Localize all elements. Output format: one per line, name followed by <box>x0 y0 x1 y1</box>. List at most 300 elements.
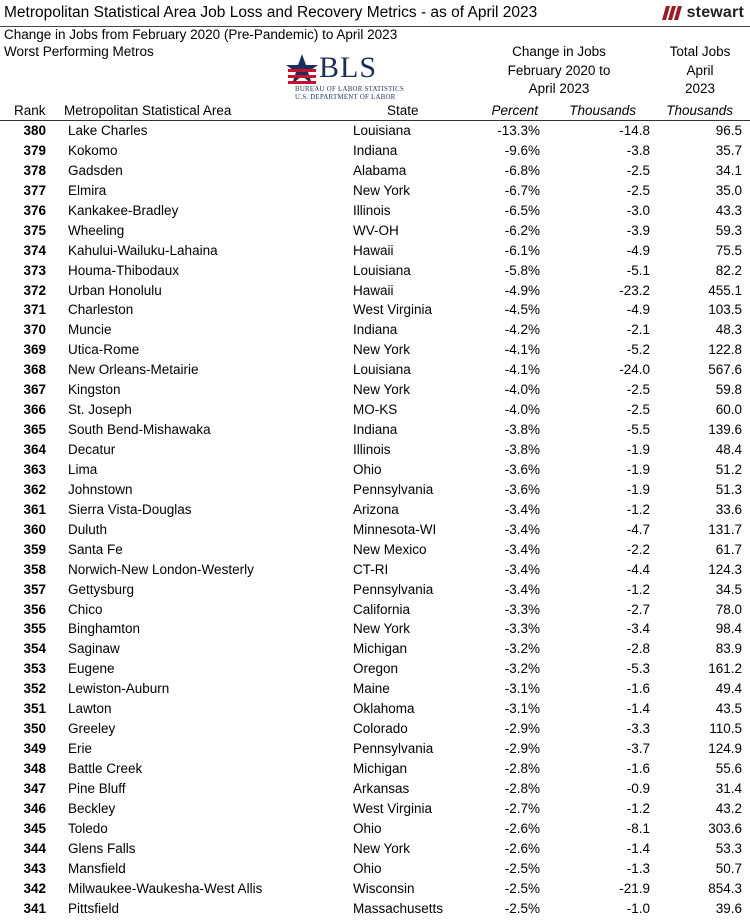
rank-cell: 373 <box>23 262 46 278</box>
rank-cell: 341 <box>23 900 46 916</box>
thousands-change-cell: -5.2 <box>626 342 650 358</box>
percent-change-cell: -2.5% <box>504 900 540 916</box>
rank-cell: 379 <box>23 142 46 158</box>
column-header-metro: Metropolitan Statistical Area <box>64 103 232 118</box>
percent-change-cell: -3.4% <box>504 541 540 557</box>
change-header-line3: April 2023 <box>528 81 590 96</box>
state-cell: Pennsylvania <box>353 741 434 757</box>
metro-cell: Saginaw <box>68 641 120 657</box>
metro-cell: Sierra Vista-Douglas <box>68 501 192 517</box>
metro-cell: Pine Bluff <box>68 780 126 796</box>
total-jobs-cell: 55.6 <box>715 761 742 776</box>
thousands-change-cell: -1.2 <box>626 581 650 597</box>
rank-cell: 361 <box>23 501 46 517</box>
metro-cell: Kahului-Wailuku-Lahaina <box>68 242 218 258</box>
table-row <box>0 460 750 480</box>
thousands-change-cell: -1.6 <box>626 681 650 697</box>
percent-change-cell: -2.5% <box>504 880 540 896</box>
percent-change-cell: -6.7% <box>504 182 540 198</box>
stewart-slash-icon <box>662 6 684 20</box>
table-row <box>0 141 750 161</box>
total-jobs-cell: 51.2 <box>715 461 742 477</box>
table-row <box>0 540 750 560</box>
metro-cell: Chico <box>68 601 103 617</box>
table-row <box>0 480 750 500</box>
total-jobs-cell: 96.5 <box>715 123 742 138</box>
state-cell: New York <box>353 840 411 856</box>
table-row <box>0 560 750 580</box>
thousands-change-cell: -5.1 <box>626 262 650 278</box>
metro-cell: New Orleans-Metairie <box>68 362 199 378</box>
rank-cell: 362 <box>23 481 46 497</box>
table-row <box>0 659 750 679</box>
state-cell: Wisconsin <box>353 880 415 896</box>
rank-cell: 376 <box>23 202 46 218</box>
column-header-state: State <box>387 103 419 118</box>
total-jobs-cell: 83.9 <box>715 641 742 657</box>
bls-wordmark: BLS <box>319 51 378 84</box>
total-jobs-cell: 59.3 <box>715 222 742 238</box>
table-row <box>0 420 750 440</box>
percent-change-cell: -6.2% <box>504 222 540 238</box>
metro-cell: Elmira <box>68 182 107 198</box>
total-jobs-cell: 303.6 <box>708 820 742 836</box>
percent-change-cell: -3.3% <box>504 621 540 637</box>
table-row <box>0 320 750 340</box>
table-row <box>0 699 750 719</box>
total-jobs-cell: 43.2 <box>715 800 742 816</box>
metro-cell: Houma-Thibodaux <box>68 262 180 278</box>
thousands-change-cell: -1.9 <box>626 481 650 497</box>
table-row <box>0 600 750 620</box>
metro-cell: Decatur <box>68 442 116 457</box>
percent-change-cell: -3.1% <box>504 701 540 717</box>
rank-cell: 371 <box>23 302 46 318</box>
total-jobs-cell: 82.2 <box>715 262 742 278</box>
state-cell: MO-KS <box>353 402 398 418</box>
state-cell: Arizona <box>353 501 399 517</box>
percent-change-cell: -3.8% <box>504 422 540 438</box>
subtitle-worst: Worst Performing Metros <box>4 44 154 59</box>
metro-cell: South Bend-Mishawaka <box>68 422 211 438</box>
table-row <box>0 520 750 540</box>
state-cell: New Mexico <box>353 541 427 557</box>
column-header-rank: Rank <box>14 103 46 118</box>
thousands-change-cell: -3.7 <box>626 741 650 757</box>
total-jobs-cell: 110.5 <box>709 721 742 737</box>
metro-table-body <box>0 121 750 919</box>
state-cell: Oklahoma <box>353 701 415 717</box>
thousands-change-cell: -8.1 <box>626 820 650 836</box>
state-cell: Louisiana <box>353 262 411 278</box>
percent-change-cell: -3.6% <box>504 481 540 497</box>
rank-cell: 354 <box>23 641 46 657</box>
thousands-change-cell: -1.2 <box>626 501 650 517</box>
total-jobs-cell: 49.4 <box>715 681 742 697</box>
state-cell: Michigan <box>353 761 408 776</box>
table-row <box>0 400 750 420</box>
state-cell: New York <box>353 382 411 398</box>
percent-change-cell: -4.5% <box>504 302 540 318</box>
metro-cell: Norwich-New London-Westerly <box>68 561 254 577</box>
state-cell: California <box>353 601 411 617</box>
thousands-change-cell: -1.2 <box>626 800 650 816</box>
change-header-line2: February 2020 to <box>507 62 611 78</box>
thousands-change-cell: -1.4 <box>626 840 650 856</box>
percent-change-cell: -4.0% <box>504 382 540 398</box>
state-cell: Michigan <box>353 641 408 657</box>
column-header-percent: Percent <box>491 103 538 118</box>
table-row <box>0 859 750 879</box>
total-jobs-cell: 31.4 <box>715 780 742 796</box>
percent-change-cell: -2.5% <box>504 860 540 876</box>
total-jobs-cell: 139.6 <box>708 422 742 438</box>
thousands-change-cell: -24.0 <box>619 362 650 378</box>
rank-cell: 367 <box>23 382 46 398</box>
table-row <box>0 619 750 639</box>
rank-cell: 377 <box>23 182 46 198</box>
state-cell: West Virginia <box>353 800 433 816</box>
total-jobs-cell: 60.0 <box>715 402 742 418</box>
table-row <box>0 221 750 241</box>
total-jobs-cell: 124.3 <box>708 561 742 577</box>
total-jobs-cell: 78.0 <box>715 601 742 617</box>
metro-cell: Urban Honolulu <box>68 282 162 298</box>
table-row <box>0 300 750 320</box>
rank-cell: 343 <box>23 860 46 876</box>
thousands-change-cell: -0.9 <box>626 780 650 796</box>
table-row <box>0 580 750 600</box>
rank-cell: 342 <box>23 880 46 896</box>
table-row <box>0 879 750 899</box>
total-jobs-cell: 48.3 <box>715 322 742 338</box>
total-jobs-cell: 59.8 <box>715 382 742 398</box>
total-jobs-cell: 35.7 <box>715 142 742 158</box>
state-cell: Oregon <box>353 661 399 677</box>
thousands-change-cell: -3.0 <box>626 202 650 218</box>
total-jobs-cell: 103.5 <box>708 302 742 318</box>
thousands-change-cell: -2.5 <box>626 402 650 418</box>
percent-change-cell: -3.6% <box>504 461 540 477</box>
total-jobs-cell: 455.1 <box>708 282 742 298</box>
change-header-line1: Change in Jobs <box>512 44 606 59</box>
column-header-thousands: Thousands <box>569 103 636 118</box>
metro-cell: Mansfield <box>68 860 126 876</box>
percent-change-cell: -3.2% <box>504 641 540 657</box>
rank-cell: 366 <box>23 402 46 418</box>
percent-change-cell: -3.1% <box>504 681 540 697</box>
percent-change-cell: -3.4% <box>504 501 540 517</box>
table-row <box>0 719 750 739</box>
total-jobs-cell: 34.1 <box>715 162 742 178</box>
rank-cell: 363 <box>23 461 46 477</box>
state-cell: Arkansas <box>353 780 410 796</box>
rank-cell: 365 <box>23 422 46 438</box>
column-header-total-thousands: Thousands <box>666 103 733 118</box>
total-jobs-cell: 35.0 <box>715 182 742 198</box>
total-jobs-cell: 48.4 <box>715 442 742 457</box>
thousands-change-cell: -2.5 <box>626 162 650 178</box>
percent-change-cell: -9.6% <box>504 142 540 158</box>
metro-cell: Duluth <box>68 521 108 537</box>
thousands-change-cell: -1.9 <box>626 461 650 477</box>
state-cell: CT-RI <box>353 561 389 577</box>
percent-change-cell: -3.3% <box>504 601 540 617</box>
thousands-change-cell: -4.9 <box>626 242 650 258</box>
metro-cell: Erie <box>68 741 93 757</box>
metro-cell: Battle Creek <box>68 761 143 776</box>
percent-change-cell: -4.2% <box>504 322 540 338</box>
rank-cell: 350 <box>23 721 46 737</box>
total-header-line1: Total Jobs <box>669 44 731 59</box>
rank-cell: 351 <box>23 701 46 717</box>
thousands-change-cell: -5.5 <box>626 422 650 438</box>
title-bar <box>0 0 750 27</box>
state-cell: Ohio <box>353 860 382 876</box>
total-jobs-cell: 33.6 <box>715 501 742 517</box>
thousands-change-cell: -4.7 <box>626 521 650 537</box>
thousands-change-cell: -3.8 <box>626 142 650 158</box>
total-jobs-cell: 122.8 <box>708 342 742 358</box>
metro-cell: Kokomo <box>68 142 118 158</box>
total-jobs-cell: 50.7 <box>715 860 742 876</box>
metro-cell: Santa Fe <box>68 541 123 557</box>
table-row <box>0 360 750 380</box>
thousands-change-cell: -3.4 <box>626 621 650 637</box>
total-jobs-cell: 39.6 <box>715 900 742 916</box>
state-cell: Louisiana <box>353 362 411 378</box>
metro-cell: Binghamton <box>68 621 141 637</box>
table-row <box>0 261 750 281</box>
percent-change-cell: -6.5% <box>504 202 540 218</box>
total-jobs-cell: 854.3 <box>708 880 742 896</box>
percent-change-cell: -3.4% <box>504 561 540 577</box>
metro-cell: Gadsden <box>68 162 123 178</box>
percent-change-cell: -3.8% <box>504 442 540 457</box>
percent-change-cell: -2.6% <box>504 820 540 836</box>
table-row <box>0 779 750 799</box>
rank-cell: 344 <box>23 840 46 856</box>
rank-cell: 372 <box>23 282 46 298</box>
total-jobs-cell: 61.7 <box>715 541 742 557</box>
metro-cell: Utica-Rome <box>68 342 140 358</box>
state-cell: Illinois <box>353 442 391 457</box>
total-jobs-cell: 75.5 <box>715 242 742 258</box>
state-cell: New York <box>353 342 411 358</box>
table-row <box>0 799 750 819</box>
total-jobs-cell: 98.4 <box>715 621 742 637</box>
state-cell: Alabama <box>353 162 407 178</box>
total-jobs-cell: 161.2 <box>708 661 742 677</box>
total-jobs-cell: 43.5 <box>715 701 742 717</box>
metro-cell: Glens Falls <box>68 840 136 856</box>
metro-cell: Toledo <box>68 820 108 836</box>
state-cell: Hawaii <box>353 282 394 298</box>
change-group-header <box>495 43 623 99</box>
metro-cell: Lewiston-Auburn <box>68 681 170 697</box>
state-cell: Indiana <box>353 142 398 158</box>
percent-change-cell: -6.8% <box>504 162 540 178</box>
metro-cell: Kingston <box>68 382 121 398</box>
percent-change-cell: -2.8% <box>504 780 540 796</box>
thousands-change-cell: -1.3 <box>626 860 650 876</box>
thousands-change-cell: -1.6 <box>626 761 650 776</box>
table-row <box>0 839 750 859</box>
metro-cell: Muncie <box>68 322 112 338</box>
metro-cell: Johnstown <box>68 481 133 497</box>
total-jobs-cell: 51.3 <box>715 481 742 497</box>
rank-cell: 378 <box>23 162 46 178</box>
state-cell: New York <box>353 182 411 198</box>
rank-cell: 352 <box>23 681 46 697</box>
thousands-change-cell: -2.5 <box>626 182 650 198</box>
state-cell: Pennsylvania <box>353 481 434 497</box>
percent-change-cell: -2.7% <box>504 800 540 816</box>
rank-cell: 348 <box>23 761 46 776</box>
rank-cell: 346 <box>23 800 46 816</box>
table-row <box>0 819 750 839</box>
stewart-wordmark: stewart <box>686 4 744 21</box>
rank-cell: 374 <box>23 242 46 258</box>
metro-cell: Greeley <box>68 721 116 737</box>
total-group-header <box>655 43 745 99</box>
state-cell: Illinois <box>353 202 391 218</box>
state-cell: Ohio <box>353 461 382 477</box>
percent-change-cell: -4.0% <box>504 402 540 418</box>
percent-change-cell: -4.1% <box>504 342 540 358</box>
rank-cell: 355 <box>23 621 46 637</box>
state-cell: Hawaii <box>353 242 394 258</box>
thousands-change-cell: -4.4 <box>626 561 650 577</box>
bls-star-icon <box>285 53 319 87</box>
table-row <box>0 340 750 360</box>
rank-cell: 360 <box>23 521 46 537</box>
percent-change-cell: -2.8% <box>504 761 540 776</box>
thousands-change-cell: -2.2 <box>626 541 650 557</box>
percent-change-cell: -6.1% <box>504 242 540 258</box>
thousands-change-cell: -2.1 <box>626 322 650 338</box>
table-row <box>0 739 750 759</box>
percent-change-cell: -3.4% <box>504 521 540 537</box>
thousands-change-cell: -1.4 <box>626 701 650 717</box>
thousands-change-cell: -2.5 <box>626 382 650 398</box>
rank-cell: 349 <box>23 741 46 757</box>
table-row <box>0 161 750 181</box>
table-row <box>0 201 750 221</box>
metro-cell: Milwaukee-Waukesha-West Allis <box>68 880 263 896</box>
table-row <box>0 380 750 400</box>
state-cell: WV-OH <box>353 222 399 238</box>
rank-cell: 369 <box>23 342 46 358</box>
bls-department-line: U.S. DEPARTMENT OF LABOR <box>295 94 396 101</box>
total-jobs-cell: 53.3 <box>715 840 742 856</box>
table-row <box>0 679 750 699</box>
metro-cell: St. Joseph <box>68 402 132 418</box>
thousands-change-cell: -5.3 <box>626 661 650 677</box>
thousands-change-cell: -1.0 <box>626 900 650 916</box>
percent-change-cell: -3.4% <box>504 581 540 597</box>
table-row <box>0 500 750 520</box>
rank-cell: 353 <box>23 661 46 677</box>
thousands-change-cell: -3.3 <box>626 721 650 737</box>
state-cell: Ohio <box>353 820 382 836</box>
stewart-logo <box>662 4 744 22</box>
thousands-change-cell: -4.9 <box>626 302 650 318</box>
metro-cell: Lake Charles <box>68 123 148 138</box>
metro-cell: Charleston <box>68 302 134 318</box>
state-cell: New York <box>353 621 411 637</box>
metro-cell: Kankakee-Bradley <box>68 202 179 218</box>
rank-cell: 357 <box>23 581 46 597</box>
bls-bureau-line: BUREAU OF LABOR STATISTICS <box>295 86 405 93</box>
thousands-change-cell: -3.9 <box>626 222 650 238</box>
total-jobs-cell: 567.6 <box>708 362 742 378</box>
state-cell: Colorado <box>353 721 408 737</box>
percent-change-cell: -13.3% <box>497 123 540 138</box>
percent-change-cell: -4.1% <box>504 362 540 378</box>
table-row <box>0 639 750 659</box>
rank-cell: 347 <box>23 780 46 796</box>
rank-cell: 380 <box>23 123 46 138</box>
metro-cell: Pittsfield <box>68 900 120 916</box>
state-cell: Indiana <box>353 422 398 438</box>
table-row <box>0 241 750 261</box>
page-title: Metropolitan Statistical Area Job Loss and Recovery Metrics - as of April 2023 <box>4 4 538 21</box>
state-cell: West Virginia <box>353 302 433 318</box>
metro-cell: Wheeling <box>68 222 125 238</box>
table-row <box>0 121 750 141</box>
rank-cell: 345 <box>23 820 46 836</box>
rank-cell: 356 <box>23 601 46 617</box>
total-jobs-cell: 131.7 <box>708 521 742 537</box>
state-cell: Massachusetts <box>353 900 444 916</box>
total-jobs-cell: 43.3 <box>715 202 742 218</box>
state-cell: Maine <box>353 681 390 697</box>
thousands-change-cell: -21.9 <box>619 880 650 896</box>
table-row <box>0 181 750 201</box>
table-row <box>0 899 750 919</box>
total-jobs-cell: 34.5 <box>715 581 742 597</box>
total-header-line3: 2023 <box>684 81 716 96</box>
thousands-change-cell: -23.2 <box>619 282 650 298</box>
rank-cell: 370 <box>23 322 46 338</box>
state-cell: Indiana <box>353 322 398 338</box>
percent-change-cell: -3.2% <box>504 661 540 677</box>
thousands-change-cell: -1.9 <box>626 442 650 457</box>
rank-cell: 368 <box>23 362 46 378</box>
table-row <box>0 440 750 460</box>
total-header-line2: April <box>686 62 714 78</box>
metro-cell: Lawton <box>68 701 112 717</box>
thousands-change-cell: -2.8 <box>626 641 650 657</box>
thousands-change-cell: -2.7 <box>626 601 650 617</box>
percent-change-cell: -2.6% <box>504 840 540 856</box>
state-cell: Pennsylvania <box>353 581 434 597</box>
metro-cell: Eugene <box>68 661 115 677</box>
table-row <box>0 759 750 779</box>
rank-cell: 364 <box>23 442 46 457</box>
percent-change-cell: -2.9% <box>504 741 540 757</box>
metro-cell: Beckley <box>68 800 116 816</box>
table-row <box>0 281 750 301</box>
percent-change-cell: -4.9% <box>504 282 540 298</box>
state-cell: Louisiana <box>353 123 411 138</box>
rank-cell: 359 <box>23 541 46 557</box>
percent-change-cell: -2.9% <box>504 721 540 737</box>
rank-cell: 358 <box>23 561 46 577</box>
total-jobs-cell: 124.9 <box>708 741 742 757</box>
subtitle-change: Change in Jobs from February 2020 (Pre-Pandemic) to April 2023 <box>4 27 398 42</box>
